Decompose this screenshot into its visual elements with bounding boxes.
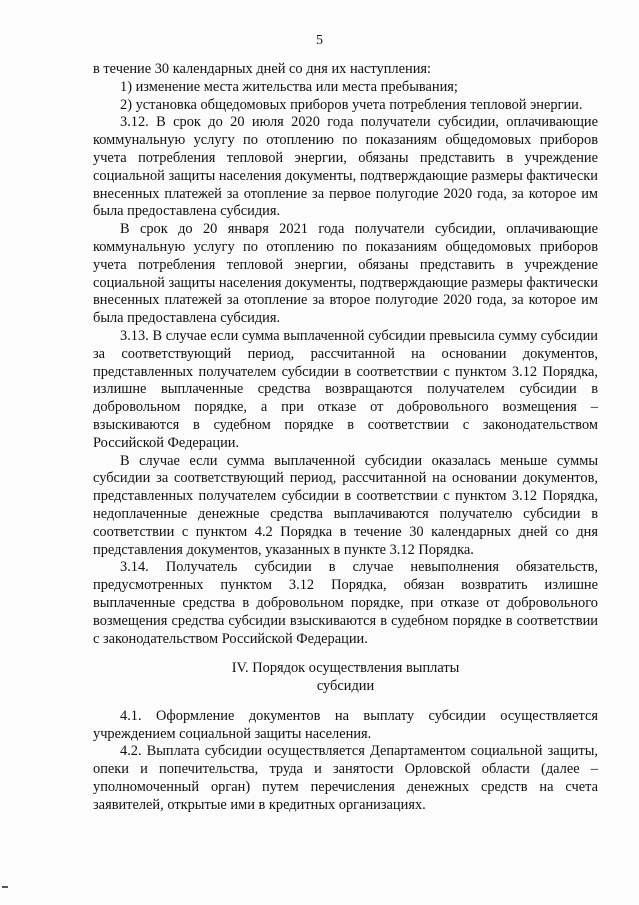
clause-3-14: 3.14. Получатель субсидии в случае невыполнения обязательств, предусмотренных пунктом 3.12 Порядка, обязан возвратить излишне выплаченные средства в добровольном порядке, при отказе от добровольного возмещения средства субсидии взыскиваются в судебном порядке в соответствии с законодательством Российской Федерации. [93,559,598,647]
scan-artifact-mark [2,886,8,888]
clause-3-13: 3.13. В случае если сумма выплаченной субсидии превысила сумму субсидии за соответствующий период, рассчитанной на основании документов, представленных получателем субсидии в соответствии с пунктом 3.12 Порядка, излишне выплаченные средства возвращаются получателем субсидии в добровольном порядке, а при отказе от добровольного возмещения – взыскиваются в судебном порядке в соответствии с законодательством Российской Федерации. [93,327,598,451]
section-heading-line-1: IV. Порядок осуществления выплаты [231,660,460,677]
section-heading [93,660,598,696]
clause-4-1: 4.1. Оформление документов на выплату субсидии осуществляется учреждением социальной защиты населения. [93,707,598,742]
clause-3-12-continued: В срок до 20 января 2021 года получатели субсидии, оплачивающие коммунальную услугу по отоплению по показаниям общедомовых приборов учета потребления тепловой энергии, обязаны представить в учреждение социальной защиты населения документы, подтверждающие размеры фактически внесенных платежей за отопление за второе полугодие 2020 года, за которое им была предоставлена субсидия. [93,221,598,327]
page-number: 5 [316,33,323,48]
document-body [93,61,598,815]
list-item-1: 1) изменение места жительства или места пребывания; [120,78,458,95]
clause-3-12: 3.12. В срок до 20 июля 2020 года получатели субсидии, оплачивающие коммунальную услугу по отоплению по показаниям общедомовых приборов учета потребления тепловой энергии, обязаны представить в учреждение социальной защиты населения документы, подтверждающие размеры фактически внесенных платежей за отопление за первое полугодие 2020 года, за которое им была предоставлена субсидия. [93,114,598,220]
paragraph-intro: в течение 30 календарных дней со дня их наступления: [93,61,432,77]
clause-3-13-continued: В случае если сумма выплаченной субсидии оказалась меньше суммы субсидии за соответствующий период, рассчитанной на основании документов, представленных получателем субсидии в соответствии с пунктом 3.12 Порядка, недоплаченные денежные средства выплачиваются получателю субсидии в соответствии с пунктом 4.2 Порядка в течение 30 календарных дней со дня представления документов, указанных в пункте 3.12 Порядка. [93,452,598,558]
list-item-2: 2) установка общедомовых приборов учета потребления тепловой энергии. [120,96,583,113]
clause-4-2: 4.2. Выплата субсидии осуществляется Департаментом социальной защиты, опеки и попечительства, труда и занятости Орловской области (далее – уполномоченный орган) путем перечисления денежных средств на счета заявителей, открытые ими в кредитных организациях. [93,743,598,813]
section-heading-line-2: субсидии [316,678,375,695]
